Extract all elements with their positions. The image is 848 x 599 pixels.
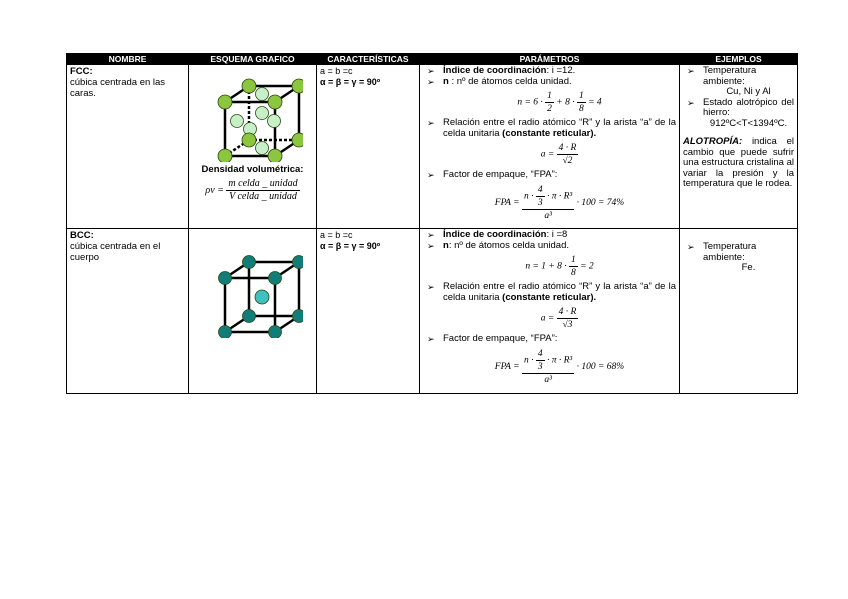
bcc-cube-diagram: [203, 248, 303, 338]
fcc-fpa-num-frac: [536, 184, 545, 209]
fcc-corner-atom: [242, 79, 256, 93]
fcc-fpa-num: [522, 184, 574, 210]
fcc-n-text: : nº de átomos celda unidad.: [448, 75, 572, 87]
fcc-esquema-cell: [189, 65, 317, 229]
bcc-car-line2: α = β = γ = 90º: [320, 241, 381, 251]
bcc-parametros-cell: [420, 229, 680, 394]
fcc-param-list: [423, 66, 676, 222]
fcc-fpa-num-fd: 3: [537, 197, 543, 208]
bcc-fpa-rhs: · 100 = 68%: [576, 361, 625, 372]
fcc-face-atom: [255, 107, 268, 120]
fcc-coord-label: Índice de coordinación: [443, 65, 547, 76]
fcc-rel-lhs: a =: [540, 149, 555, 160]
bcc-n-label: n: [443, 239, 449, 251]
fcc-density-label: Densidad volumétrica:: [201, 164, 304, 175]
bcc-fpa-num: [522, 348, 574, 374]
structures-table: [66, 53, 798, 394]
fcc-fpa-lhs: FPA =: [494, 197, 520, 208]
bcc-rel-num: 4 · R: [558, 307, 577, 317]
bcc-fpa-lhs: FPA =: [494, 361, 520, 372]
fcc-n-formula: [443, 90, 676, 115]
bcc-rel-formula: [443, 306, 676, 331]
fcc-corner-atom: [218, 95, 232, 109]
fcc-car-line1: a = b =c: [320, 66, 353, 76]
fcc-n-rhs: = 4: [588, 97, 602, 108]
fcc-rel-item: [423, 118, 676, 167]
bcc-n-item: [423, 241, 676, 280]
fcc-face-atom: [255, 88, 268, 101]
fcc-nombre-cell: [67, 65, 189, 229]
fcc-n-item: [423, 77, 676, 116]
bcc-rel-frac: [557, 306, 579, 331]
fcc-n-frac1-num: 1: [547, 91, 552, 101]
fcc-ej1-text: Temperatura ambiente:: [703, 65, 757, 87]
bcc-n-lhs: n = 1 + 8 ·: [525, 261, 567, 272]
bcc-corner-atom: [292, 310, 303, 323]
fcc-corner-atom: [292, 133, 303, 147]
bcc-coord-value: : i =8: [546, 229, 568, 240]
bcc-corner-atom: [242, 256, 255, 269]
fcc-fpa-formula: [443, 184, 676, 222]
header-parametros: PARÁMETROS: [420, 54, 680, 65]
bcc-fpa-num-fd: 3: [537, 361, 543, 372]
fcc-rel-text: Relación entre el radio atómico “R” y la arista “a” de la celda unitaria: [443, 117, 676, 139]
bcc-ej1-text: Temperatura ambiente:: [703, 241, 757, 263]
fcc-ej1: [683, 66, 794, 98]
bcc-ejemplos-cell: [680, 229, 798, 394]
bcc-fpa-frac: [522, 348, 574, 386]
bcc-caracteristicas-cell: [317, 229, 420, 394]
fcc-fpa-num-a: n ·: [523, 191, 534, 202]
header-nombre: NOMBRE: [67, 54, 189, 65]
bcc-fpa-den: a³: [544, 374, 552, 385]
fcc-rel-frac: [557, 142, 579, 167]
fcc-n-frac1-den: 2: [547, 104, 552, 114]
fcc-density-lhs: ρv =: [205, 184, 224, 196]
bcc-corner-atom: [268, 272, 281, 285]
bcc-car-line1: a = b =c: [320, 230, 353, 240]
bcc-fpa-num-b: · π · R³: [546, 355, 573, 366]
fcc-n-frac2-den: 8: [578, 104, 584, 114]
fcc-fpa-text: Factor de empaque, “FPA”:: [443, 169, 558, 180]
bcc-rel-bold: (constante reticular).: [502, 291, 597, 303]
fcc-fpa-rhs: · 100 = 74%: [576, 197, 625, 208]
fcc-row: [67, 65, 798, 229]
fcc-fpa-num-fn: 4: [537, 184, 543, 195]
bcc-n-formula: [443, 254, 676, 279]
fcc-n-frac2: [577, 90, 586, 115]
bcc-corner-atom: [242, 310, 255, 323]
fcc-alo-text: indica el cambio que puede sufrir una estructura cristalina al variar la presión y la temperatura que le rodea.: [683, 136, 794, 189]
fcc-n-lhs: n = 6 ·: [517, 97, 543, 108]
bcc-fpa-num-a: n ·: [523, 355, 534, 366]
bcc-rel-den: √3: [562, 320, 573, 330]
bcc-fpa-item: [423, 334, 676, 386]
bcc-fpa-text: Factor de empaque, “FPA”:: [443, 333, 558, 344]
bcc-corner-atom: [218, 272, 231, 285]
fcc-fpa-num-b: · π · R³: [546, 191, 573, 202]
fcc-rel-formula: [443, 142, 676, 167]
fcc-ej2-text: Estado alotrópico del hierro:: [703, 96, 794, 118]
fcc-n-mid: + 8 ·: [556, 97, 575, 108]
header-caracteristicas: CARACTERÍSTICAS: [317, 54, 420, 65]
bcc-title: BCC:: [70, 230, 94, 241]
fcc-corner-atom: [268, 149, 282, 162]
fcc-density-fraction: [226, 178, 299, 203]
bcc-corner-atom: [218, 326, 231, 339]
fcc-coord-value: : i =12.: [546, 65, 576, 76]
bcc-ej1: [683, 242, 794, 274]
header-ejemplos: EJEMPLOS: [680, 54, 798, 65]
bcc-rel-item: [423, 282, 676, 331]
fcc-parametros-cell: [420, 65, 680, 229]
fcc-face-atom: [255, 142, 268, 155]
fcc-ej2-sub: 912ºC<T<1394ºC.: [709, 117, 788, 129]
bcc-fpa-num-frac: [536, 348, 545, 373]
fcc-corner-atom: [242, 133, 256, 147]
bcc-n-rhs: = 2: [580, 261, 594, 272]
fcc-desc: cúbica centrada en las caras.: [70, 77, 166, 99]
fcc-rel-bold: (constante reticular).: [502, 127, 597, 139]
fcc-caracteristicas-cell: [317, 65, 420, 229]
header-esquema: ESQUEMA GRAFICO: [189, 54, 317, 65]
fcc-fpa-item: [423, 170, 676, 222]
bcc-nombre-cell: [67, 229, 189, 394]
fcc-fpa-den: a³: [544, 210, 552, 221]
bcc-n-frac-den: 8: [571, 268, 576, 278]
fcc-cube-diagram: [203, 72, 303, 162]
header-row: [67, 54, 798, 65]
bcc-n-frac: [569, 254, 578, 279]
bcc-row: [67, 229, 798, 394]
fcc-car-line2: α = β = γ = 90º: [320, 77, 381, 87]
bcc-param-list: [423, 230, 676, 386]
bcc-fpa-formula: [443, 348, 676, 386]
fcc-corner-atom: [268, 95, 282, 109]
fcc-ej-list: [683, 66, 794, 129]
bcc-fpa-num-fn: 4: [537, 348, 543, 359]
fcc-fpa-frac: [522, 184, 574, 222]
fcc-corner-atom: [218, 149, 232, 162]
bcc-rel-text: Relación entre el radio atómico “R” y la arista “a” de la celda unitaria: [443, 281, 676, 303]
fcc-corner-atom: [292, 79, 303, 93]
fcc-density-formula: [192, 178, 313, 203]
fcc-n-label: n: [443, 75, 449, 87]
bcc-ej1-sub: Fe.: [741, 262, 756, 273]
fcc-rel-den: √2: [562, 156, 573, 166]
fcc-face-atom: [230, 115, 243, 128]
bcc-corner-atom: [292, 256, 303, 269]
bcc-ej-list: [683, 242, 794, 274]
fcc-density-den: V celda _ unidad: [229, 191, 297, 202]
bcc-corner-atom: [268, 326, 281, 339]
fcc-n-frac2-num: 1: [578, 91, 584, 101]
bcc-coord-label: Índice de coordinación: [443, 229, 547, 240]
fcc-alotropia-note: [683, 137, 794, 190]
fcc-ej1-sub: Cu, Ni y Al: [726, 86, 771, 97]
fcc-ejemplos-cell: [680, 65, 798, 229]
fcc-alo-bold: ALOTROPÍA:: [683, 136, 743, 147]
bcc-rel-lhs: a =: [540, 313, 555, 324]
bcc-center-atom: [255, 290, 269, 304]
fcc-face-atom: [267, 115, 280, 128]
bcc-desc: cúbica centrada en el cuerpo: [70, 241, 161, 263]
fcc-n-frac1: [545, 90, 554, 115]
fcc-ej2: [683, 98, 794, 130]
bcc-n-frac-num: 1: [571, 255, 576, 265]
bcc-n-text: : nº de átomos celda unidad.: [448, 239, 570, 251]
fcc-rel-num: 4 · R: [558, 143, 577, 153]
bcc-esquema-cell: [189, 229, 317, 394]
fcc-title: FCC:: [70, 66, 93, 77]
fcc-density-num: m celda _ unidad: [228, 178, 298, 189]
